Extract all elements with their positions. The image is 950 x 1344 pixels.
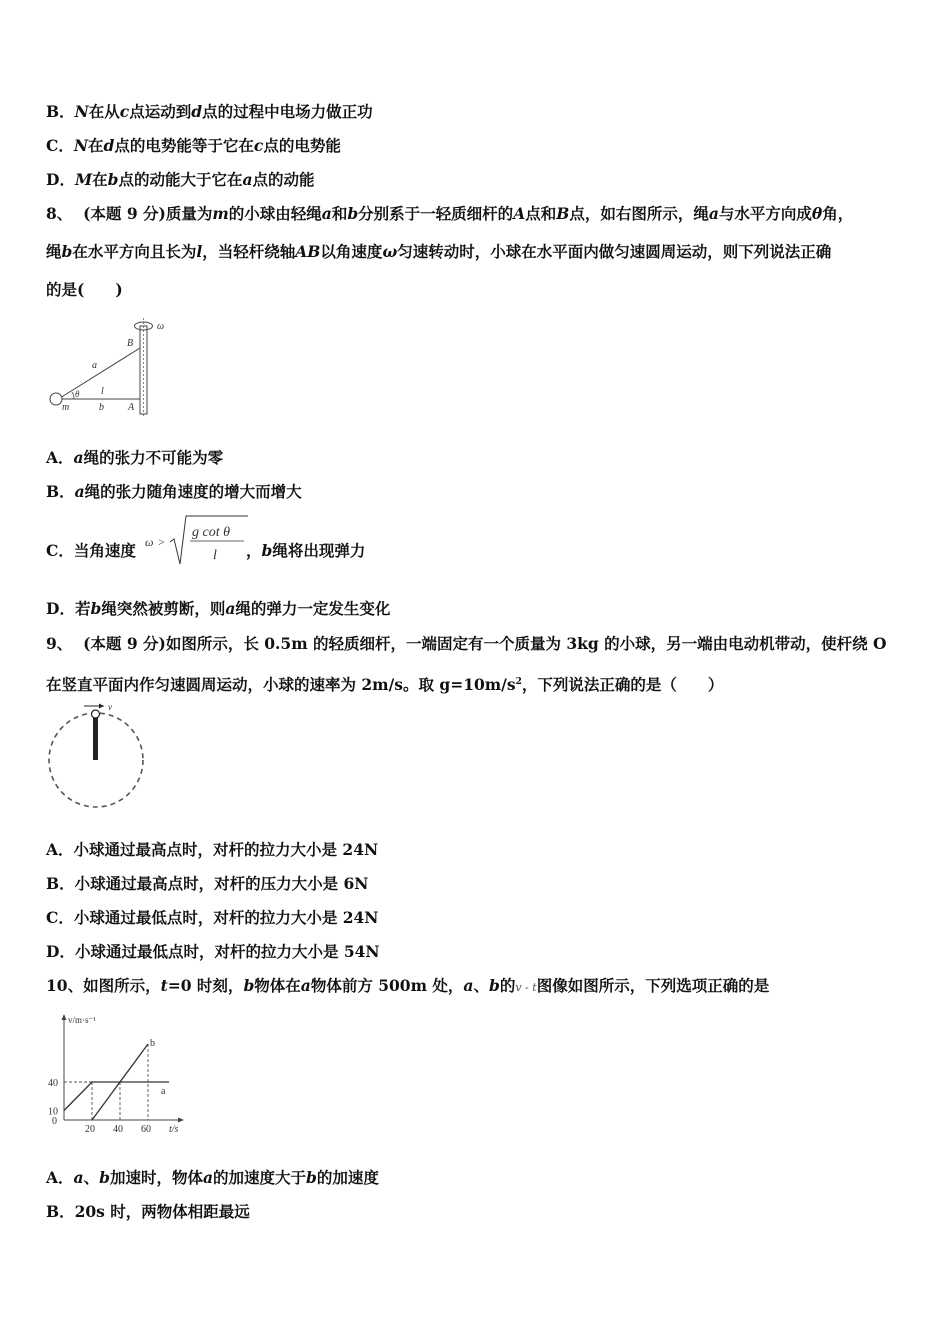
q9-stem-line-2: 在竖直平面内作匀速圆周运动，小球的速率为 2m/s。取 $g=10m/s^2$，下列说法正确的是（ ） bbox=[46, 675, 724, 695]
label-b: b bbox=[99, 402, 104, 413]
svg-text:>: > bbox=[158, 535, 165, 549]
label-l: l bbox=[101, 386, 104, 397]
q10-option-b: B．20s 时，两物体相距最远 bbox=[46, 1202, 250, 1221]
label-A: A bbox=[128, 402, 135, 413]
q10-vt-chart bbox=[44, 1010, 190, 1136]
q8-option-b: B．a绳的张力随角速度的增大而增大 bbox=[46, 482, 302, 501]
q9-option-a: A．小球通过最高点时，对杆的拉力大小是 24N bbox=[46, 840, 379, 859]
label-a: a bbox=[92, 360, 97, 371]
q9-stem-line-1: 9、 (本题 9 分)如图所示，长 0.5m 的轻质细杆，一端固定有一个质量为 3kg 的小球，另一端由电动机带动，使杆绕 O bbox=[46, 634, 887, 653]
series-label-a: a bbox=[161, 1086, 166, 1097]
x-axis-label: t/s bbox=[169, 1124, 179, 1135]
ball bbox=[50, 393, 62, 405]
label-v: v bbox=[108, 702, 112, 712]
q9-option-c: C．小球通过最低点时，对杆的拉力大小是 24N bbox=[46, 908, 379, 927]
q8-stem-line-3: 的是( ) bbox=[46, 280, 123, 299]
x-tick-label: 20 bbox=[85, 1124, 95, 1135]
y-axis-label: v/m·s⁻¹ bbox=[68, 1015, 96, 1025]
rod bbox=[93, 714, 98, 760]
y-tick-label: 10 bbox=[48, 1106, 58, 1118]
q8-option-d: D．若b绳突然被剪断，则a绳的弹力一定发生变化 bbox=[46, 599, 391, 618]
label-omega: ω bbox=[157, 321, 165, 332]
svg-text:g cot θ: g cot θ bbox=[192, 525, 230, 540]
svg-text:ω: ω bbox=[145, 535, 154, 549]
q9-circle-diagram bbox=[46, 702, 146, 810]
label-m: m bbox=[62, 402, 70, 413]
label-theta: θ bbox=[75, 389, 80, 399]
x-tick-label: 0 bbox=[52, 1116, 57, 1127]
q10-stem: 10、如图所示，t=0 时刻，b物体在a物体前方 500m 处，a、b的v - t图像如图所示，下列选项正确的是 bbox=[46, 976, 770, 995]
y-axis-arrow-icon bbox=[62, 1014, 67, 1020]
y-tick-label: 40 bbox=[48, 1078, 58, 1089]
q7-option-b: B．N在从c点运动到d点的过程中电场力做正功 bbox=[46, 102, 373, 121]
q9-option-b: B．小球通过最高点时，对杆的压力大小是 6N bbox=[46, 874, 369, 893]
x-axis-arrow-icon bbox=[178, 1118, 184, 1123]
x-tick-label: 40 bbox=[113, 1124, 123, 1135]
label-B: B bbox=[127, 338, 134, 349]
q10-option-a: A．a、b加速时，物体a的加速度大于b的加速度 bbox=[46, 1168, 379, 1187]
q8-stem-line-1: 8、 (本题 9 分)质量为m的小球由轻绳a和b分别系于一轻质细杆的A点和B点，如右图所示，绳a与水平方向成θ角， bbox=[46, 204, 854, 223]
q7-option-c: C．N在d点的电势能等于它在c点的电势能 bbox=[46, 136, 341, 155]
q8-stem-line-2: 绳b在水平方向且长为l，当轻杆绕轴AB以角速度ω匀速转动时，小球在水平面内做匀速圆周运动，则下列说法正确 bbox=[46, 242, 832, 261]
series-label-b: b bbox=[150, 1038, 155, 1049]
q8-option-c-formula bbox=[140, 512, 260, 568]
q8-rod-diagram bbox=[46, 316, 186, 420]
q8-option-c: C．当角速度 bbox=[46, 541, 136, 560]
q8-option-c-tail: ，b绳将出现弹力 bbox=[246, 541, 366, 560]
rope-a bbox=[60, 348, 140, 398]
x-tick-label: 60 bbox=[141, 1124, 151, 1135]
ball bbox=[92, 710, 100, 718]
q9-option-d: D．小球通过最低点时，对杆的拉力大小是 54N bbox=[46, 942, 380, 961]
q7-option-d: D．M在b点的动能大于它在a点的动能 bbox=[46, 170, 315, 189]
q8-option-a: A．a绳的张力不可能为零 bbox=[46, 448, 224, 467]
svg-text:l: l bbox=[213, 548, 217, 563]
velocity-arrow-icon bbox=[99, 704, 104, 709]
